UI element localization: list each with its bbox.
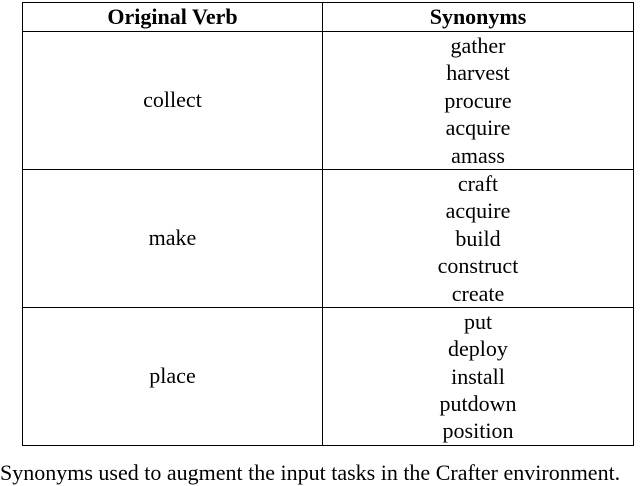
synonym-cell	[323, 169, 634, 307]
header-row	[23, 3, 634, 32]
synonym-item: deploy	[448, 336, 508, 362]
verb-cell: make	[23, 169, 323, 307]
synonym-item: procure	[444, 87, 512, 113]
header-original-verb: Original Verb	[23, 3, 323, 32]
synonym-cell	[323, 307, 634, 445]
synonym-item: harvest	[446, 60, 510, 86]
synonym-item: putdown	[439, 391, 517, 417]
synonym-item: construct	[437, 253, 519, 279]
synonym-item: craft	[457, 170, 499, 196]
verb-cell: collect	[23, 32, 323, 170]
synonym-item: acquire	[445, 198, 511, 224]
table-row	[23, 169, 634, 307]
table-caption: Synonyms used to augment the input tasks in the Crafter environment.	[0, 460, 621, 485]
synonym-table	[22, 2, 634, 446]
header-synonyms: Synonyms	[323, 3, 634, 32]
table-row	[23, 32, 634, 170]
synonym-cell	[323, 32, 634, 170]
synonym-item: amass	[451, 142, 505, 168]
synonym-item: position	[442, 418, 514, 444]
verb-cell: place	[23, 307, 323, 445]
table-row	[23, 307, 634, 445]
synonym-item: gather	[450, 33, 506, 58]
synonym-item: acquire	[445, 115, 511, 141]
synonym-item: create	[451, 280, 505, 306]
synonym-item: put	[463, 308, 493, 334]
synonym-item: install	[451, 363, 505, 389]
synonym-item: build	[455, 225, 501, 251]
